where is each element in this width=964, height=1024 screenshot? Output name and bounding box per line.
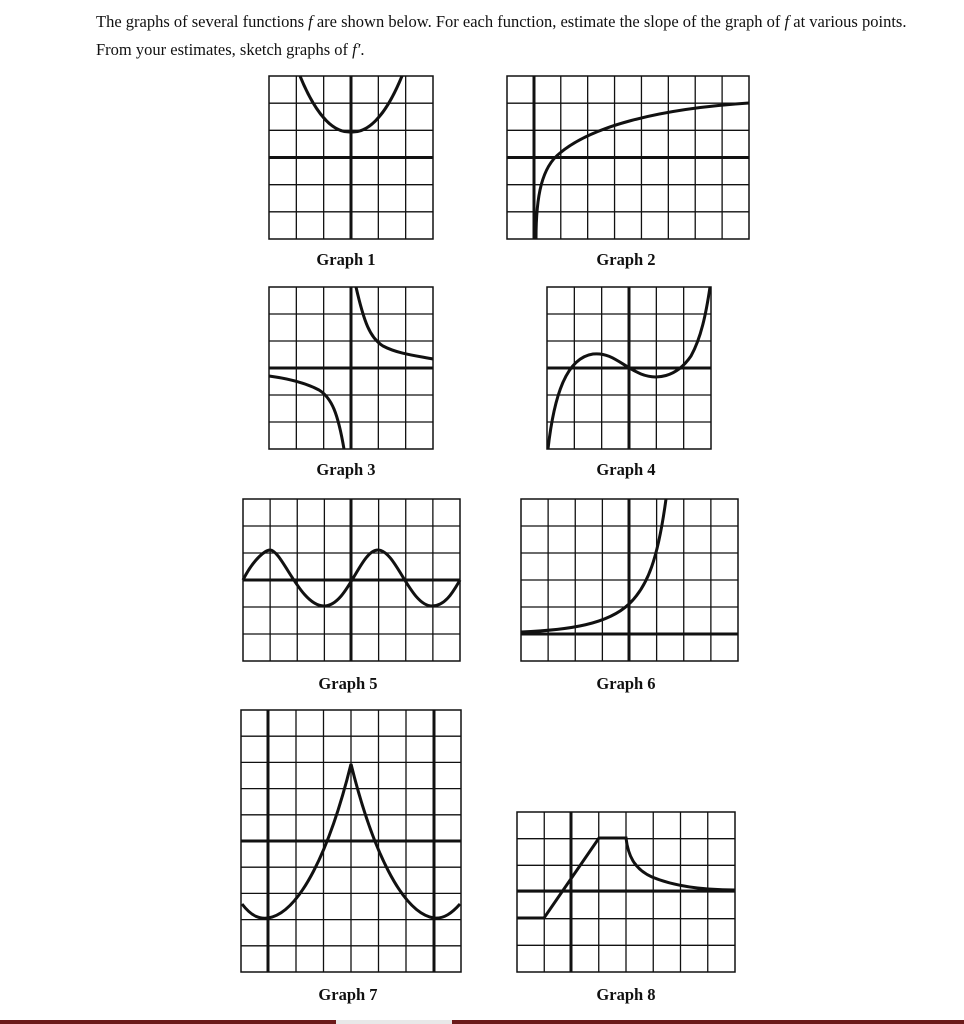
page-bottom-bar xyxy=(0,1020,964,1024)
graph-4 xyxy=(546,286,712,450)
graph-2-caption: Graph 2 xyxy=(596,250,656,269)
graph-2 xyxy=(506,75,750,240)
graph-6-caption: Graph 6 xyxy=(596,674,656,693)
graph-5-caption: Graph 5 xyxy=(318,674,378,693)
page-bottom-tab xyxy=(336,1020,452,1024)
graph-6-curve xyxy=(521,499,666,632)
graph-4-caption: Graph 4 xyxy=(596,460,656,479)
graph-5 xyxy=(242,498,461,662)
graph-1-caption: Graph 1 xyxy=(316,250,376,269)
graph-2-curve xyxy=(536,103,749,239)
graph-7 xyxy=(240,709,462,973)
graph-3-branch-left xyxy=(269,376,344,449)
graph-3 xyxy=(268,286,434,450)
graph-3-caption: Graph 3 xyxy=(316,460,376,479)
graph-6 xyxy=(520,498,739,662)
graph-8 xyxy=(516,811,736,973)
graph-8-caption: Graph 8 xyxy=(596,985,656,1004)
instructions-text: The graphs of several functions f are shown below. For each function, estimate the slope of the graph of f at various points. From your estimates, sketch graphs of f′. xyxy=(96,12,907,59)
graph-1 xyxy=(268,75,434,240)
graph-3-branch-right xyxy=(356,287,433,359)
graph-7-caption: Graph 7 xyxy=(318,985,378,1004)
